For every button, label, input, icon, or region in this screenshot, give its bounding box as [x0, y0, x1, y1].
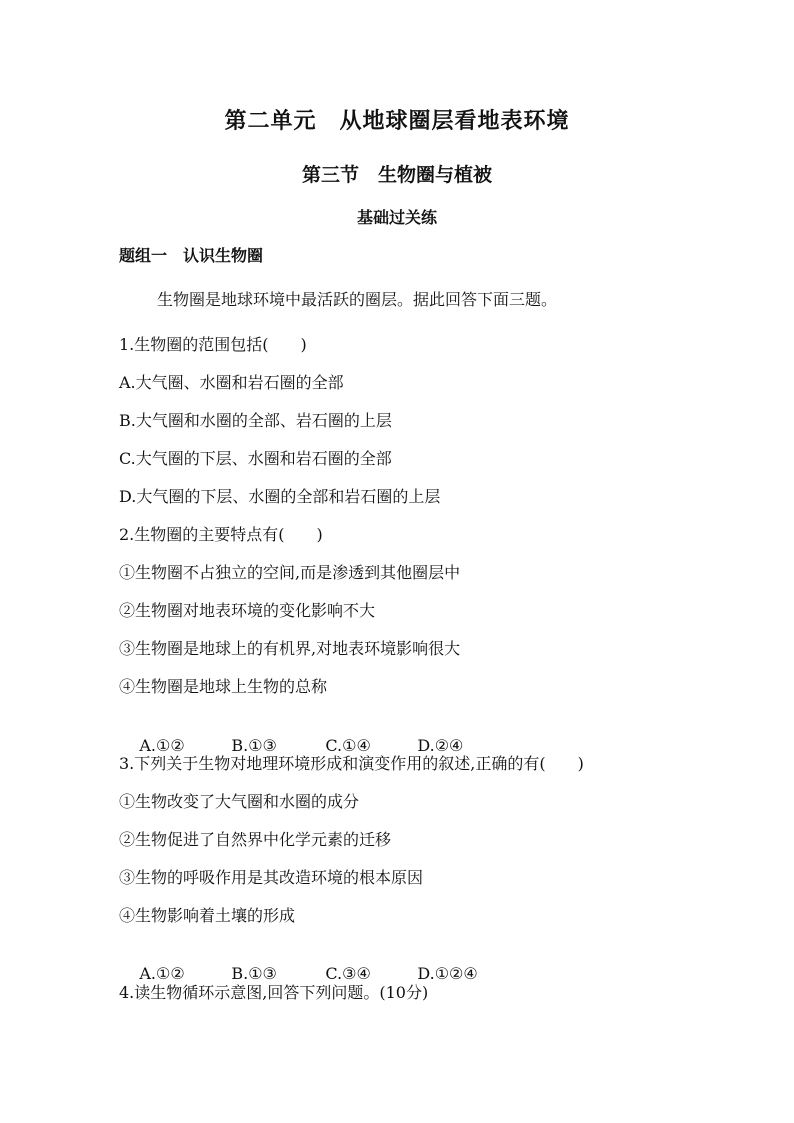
- question-2-statement-2: ②生物圈对地表环境的变化影响不大: [119, 601, 376, 620]
- section-title: 第三节 生物圈与植被: [301, 164, 492, 186]
- question-2-choice-a: A.①②: [139, 736, 185, 755]
- question-1-option-d: D.大气圈的下层、水圈的全部和岩石圈的上层: [119, 487, 441, 506]
- question-2-statement-4: ④生物圈是地球上生物的总称: [119, 677, 328, 696]
- unit-title: 第二单元 从地球圈层看地表环境: [224, 109, 570, 134]
- question-3-statement-3: ③生物的呼吸作用是其改造环境的根本原因: [119, 868, 424, 887]
- question-1-stem: 1.生物圈的范围包括( ): [119, 335, 307, 354]
- question-3-choice-c: C.③④: [325, 964, 371, 983]
- question-2-stem: 2.生物圈的主要特点有( ): [119, 525, 323, 544]
- question-1-option-c: C.大气圈的下层、水圈和岩石圈的全部: [119, 449, 392, 468]
- question-3-statement-4: ④生物影响着土壤的形成: [119, 906, 296, 925]
- group-intro: 生物圈是地球环境中最活跃的圈层。据此回答下面三题。: [157, 290, 558, 309]
- question-3-statement-2: ②生物促进了自然界中化学元素的迁移: [119, 830, 392, 849]
- question-2-choice-d: D.②④: [417, 736, 464, 755]
- question-3-choice-a: A.①②: [139, 964, 185, 983]
- question-1-option-b: B.大气圈和水圈的全部、岩石圈的上层: [119, 411, 392, 430]
- question-2-statement-3: ③生物圈是地球上的有机界,对地表环境影响很大: [119, 639, 461, 658]
- question-3-statement-1: ①生物改变了大气圈和水圈的成分: [119, 792, 360, 811]
- practice-label: 基础过关练: [356, 208, 437, 227]
- question-1-option-a: A.大气圈、水圈和岩石圈的全部: [119, 373, 344, 392]
- question-group-label: 题组一 认识生物圈: [119, 246, 264, 265]
- question-2-choice-b: B.①③: [231, 736, 277, 755]
- question-3-choice-d: D.①②④: [417, 964, 478, 983]
- question-3-choice-b: B.①③: [231, 964, 277, 983]
- question-4-stem: 4.读生物循环示意图,回答下列问题。(10分): [119, 983, 429, 1002]
- question-3-stem: 3.下列关于生物对地理环境形成和演变作用的叙述,正确的有( ): [119, 754, 584, 773]
- question-2-statement-1: ①生物圈不占独立的空间,而是渗透到其他圈层中: [119, 563, 461, 582]
- question-2-choice-c: C.①④: [325, 736, 371, 755]
